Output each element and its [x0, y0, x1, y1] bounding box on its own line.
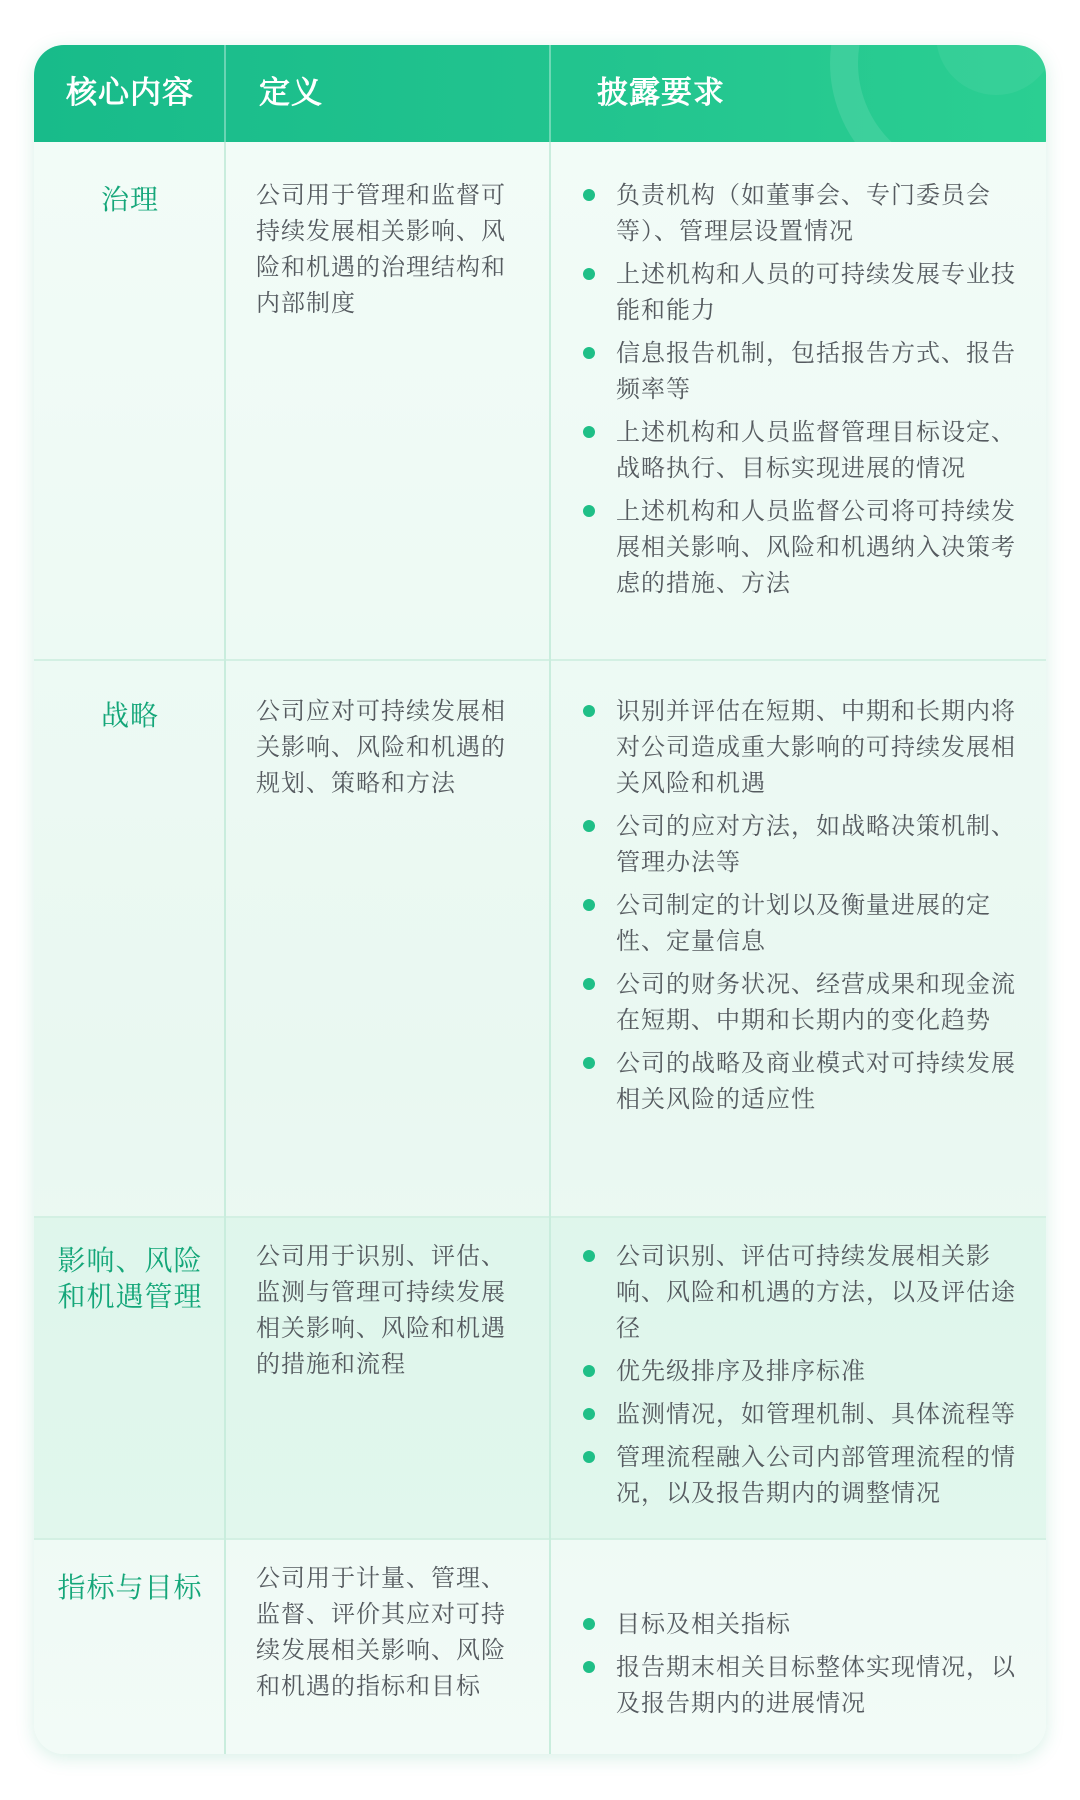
requirement-text: 公司识别、评估可持续发展相关影响、风险和机遇的方法，以及评估途径: [616, 1242, 1016, 1342]
bullet-icon: [583, 820, 595, 832]
list-item: [582, 493, 1027, 601]
bullet-icon: [583, 705, 595, 717]
bullet-icon: [583, 1250, 595, 1262]
requirement-text: 监测情况，如管理机制、具体流程等: [616, 1400, 1016, 1428]
list-item: [582, 1606, 1027, 1642]
bullet-icon: [583, 1451, 595, 1463]
requirement-text: 公司的财务状况、经营成果和现金流在短期、中期和长期内的变化趋势: [616, 970, 1016, 1034]
bullet-icon: [583, 978, 595, 990]
header-column-divider: [549, 45, 551, 142]
bullet-icon: [583, 1057, 595, 1069]
header-disclosure-requirements: 披露要求: [597, 75, 725, 111]
bullet-icon: [583, 426, 595, 438]
list-item: [582, 1396, 1027, 1432]
requirement-text: 负责机构（如董事会、专门委员会等）、管理层设置情况: [616, 181, 991, 245]
column-divider: [224, 45, 226, 1754]
bullet-icon: [583, 1408, 595, 1420]
bullet-icon: [583, 505, 595, 517]
requirement-text: 报告期末相关目标整体实现情况，以及报告期内的进展情况: [616, 1653, 1016, 1717]
table-header: [34, 45, 1046, 142]
requirement-text: 目标及相关指标: [616, 1610, 791, 1638]
requirements-list-iro-management: [582, 1238, 1027, 1518]
row-definition-governance: 公司用于管理和监督可持续发展相关影响、风险和机遇的治理结构和内部制度: [256, 181, 506, 317]
column-divider: [549, 45, 551, 1754]
requirement-text: 公司的应对方法，如战略决策机制、管理办法等: [616, 812, 1016, 876]
bullet-icon: [583, 899, 595, 911]
list-item: [582, 693, 1027, 801]
requirements-list-metrics-targets: [582, 1606, 1027, 1728]
list-item: [582, 966, 1027, 1038]
header-core-content: 核心内容: [66, 75, 194, 111]
requirement-text: 公司的战略及商业模式对可持续发展相关风险的适应性: [616, 1049, 1016, 1113]
list-item: [582, 808, 1027, 880]
row-definition-metrics-targets: 公司用于计量、管理、监督、评价其应对可持续发展相关影响、风险和机遇的指标和目标: [256, 1564, 506, 1700]
list-item: [582, 335, 1027, 407]
requirement-text: 识别并评估在短期、中期和长期内将对公司造成重大影响的可持续发展相关风险和机遇: [616, 697, 1016, 797]
list-item: [582, 177, 1027, 249]
bullet-icon: [583, 1618, 595, 1630]
disclosure-table-card: [34, 45, 1046, 1754]
row-topic-strategy: 战略: [100, 699, 159, 732]
list-item: [582, 1353, 1027, 1389]
requirement-text: 优先级排序及排序标准: [616, 1357, 866, 1385]
row-topic-metrics-targets: 指标与目标: [57, 1571, 203, 1604]
bullet-icon: [583, 1661, 595, 1673]
list-item: [582, 1045, 1027, 1117]
row-definition-iro-management: 公司用于识别、评估、监测与管理可持续发展相关影响、风险和机遇的措施和流程: [256, 1242, 506, 1378]
row-definition-strategy: 公司应对可持续发展相关影响、风险和机遇的规划、策略和方法: [256, 697, 506, 797]
row-topic-iro-management: 影响、风险和机遇管理: [57, 1244, 203, 1313]
list-item: [582, 1238, 1027, 1346]
list-item: [582, 256, 1027, 328]
requirement-text: 公司制定的计划以及衡量进展的定性、定量信息: [616, 891, 991, 955]
requirement-text: 上述机构和人员监督公司将可持续发展相关影响、风险和机遇纳入决策考虑的措施、方法: [616, 497, 1016, 597]
requirements-list-governance: [582, 177, 1027, 608]
requirements-list-strategy: [582, 693, 1027, 1124]
requirement-text: 信息报告机制，包括报告方式、报告频率等: [616, 339, 1016, 403]
list-item: [582, 887, 1027, 959]
requirement-text: 上述机构和人员的可持续发展专业技能和能力: [616, 260, 1016, 324]
requirement-text: 上述机构和人员监督管理目标设定、战略执行、目标实现进展的情况: [616, 418, 1016, 482]
bullet-icon: [583, 1365, 595, 1377]
bullet-icon: [583, 347, 595, 359]
header-column-divider: [224, 45, 226, 142]
list-item: [582, 414, 1027, 486]
header-definition: 定义: [259, 75, 323, 111]
list-item: [582, 1649, 1027, 1721]
list-item: [582, 1439, 1027, 1511]
requirement-text: 管理流程融入公司内部管理流程的情况，以及报告期内的调整情况: [616, 1443, 1016, 1507]
row-topic-governance: 治理: [100, 183, 159, 216]
bullet-icon: [583, 268, 595, 280]
bullet-icon: [583, 189, 595, 201]
